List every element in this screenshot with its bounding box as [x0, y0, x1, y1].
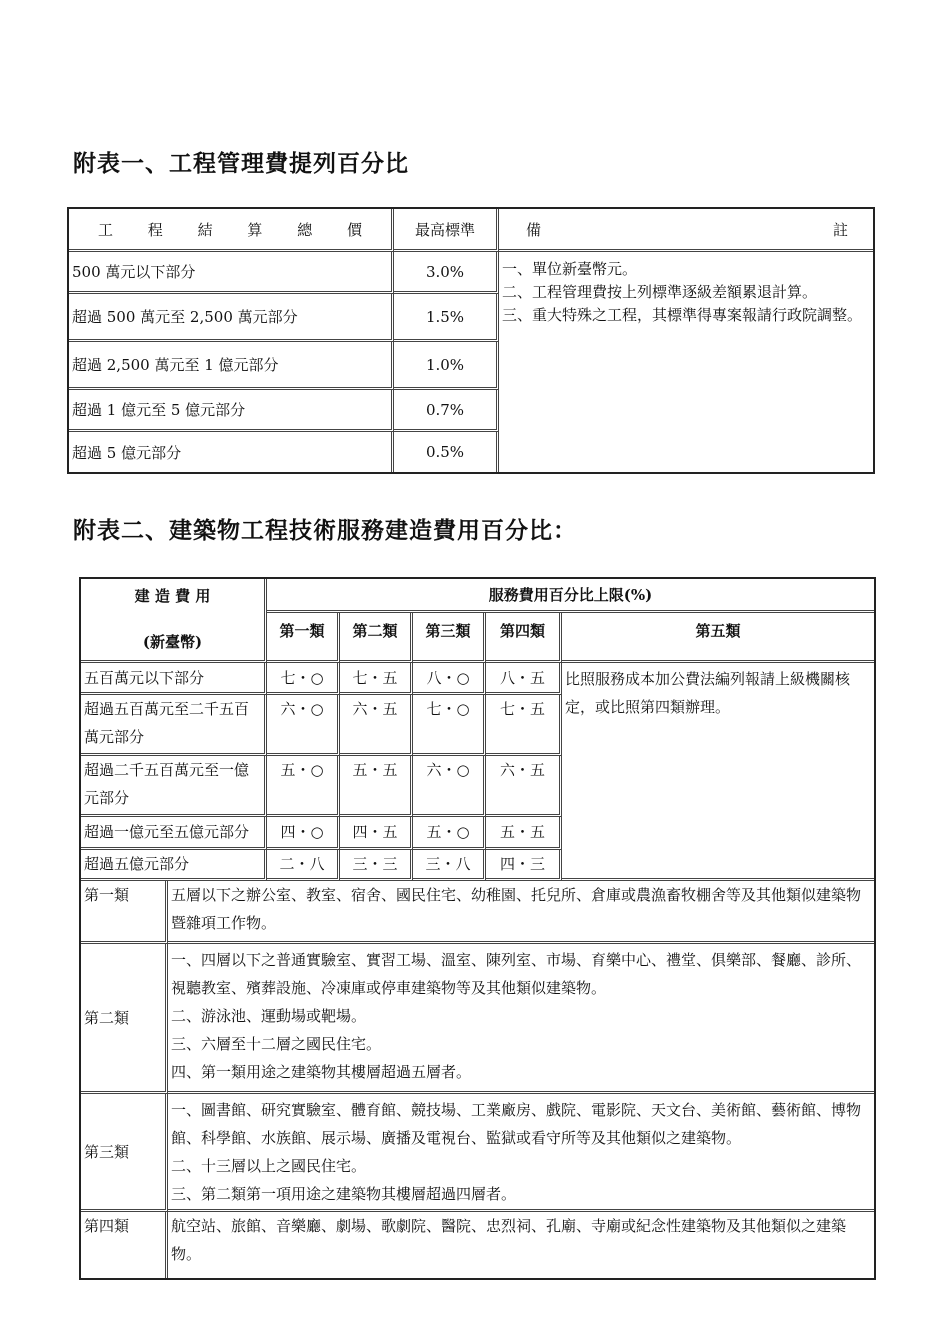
cost-range: 超過二千五百萬元至一億元部分	[81, 756, 267, 817]
rate-cat2: 四・五	[340, 817, 413, 850]
cost-range: 超過五百萬元至二千五百萬元部分	[81, 695, 267, 756]
header-construction-cost	[81, 579, 267, 663]
category-description	[168, 1212, 874, 1278]
header-category-4: 第四類	[486, 613, 562, 663]
rate-cat3: 三・八	[413, 850, 486, 881]
cost-range: 超過 2,500 萬元至 1 億元部分	[69, 342, 394, 390]
header-notes	[499, 209, 873, 252]
cost-range: 超過 5 億元部分	[69, 432, 394, 472]
description-line: 航空站、旅館、音樂廳、劇場、歌劇院、醫院、忠烈祠、孔廟、寺廟或紀念性建築物及其他類似之建築物。	[171, 1217, 847, 1263]
cost-unit: (新臺幣)	[142, 633, 203, 651]
rate-cat1: 七・○	[267, 663, 340, 695]
header-char: 註	[832, 220, 848, 239]
rate-value: 1.5%	[394, 294, 499, 342]
category-description	[168, 881, 874, 944]
service-fee-table	[79, 577, 876, 1280]
header-category-1: 第一類	[267, 613, 340, 663]
header-char: 價	[346, 220, 362, 239]
table1-header-row	[69, 209, 873, 252]
rate-value: 1.0%	[394, 342, 499, 390]
category-label: 第四類	[81, 1212, 168, 1278]
note-line: 二、工程管理費按上列標準逐級差額累退計算。	[502, 283, 818, 301]
rate-cat3: 七・○	[413, 695, 486, 756]
rate-cat4: 四・三	[486, 850, 562, 881]
cost-range: 500 萬元以下部分	[69, 252, 394, 294]
description-line: 三、六層至十二層之國民住宅。	[171, 1035, 382, 1053]
rate-value: 0.5%	[394, 432, 499, 472]
definition-row	[81, 1094, 874, 1212]
category-description	[168, 1094, 874, 1212]
rate-cat1: 二・八	[267, 850, 340, 881]
description-line: 二、游泳池、運動場或靶場。	[171, 1007, 367, 1025]
notes-cell	[499, 252, 873, 472]
rate-value: 3.0%	[394, 252, 499, 294]
cost-range: 超過 500 萬元至 2,500 萬元部分	[69, 294, 394, 342]
category-label: 第二類	[81, 944, 168, 1094]
cost-range: 超過五億元部分	[81, 850, 267, 881]
rate-cat2: 三・三	[340, 850, 413, 881]
rate-cat2: 七・五	[340, 663, 413, 695]
table-row	[81, 663, 874, 695]
rate-cat4: 五・五	[486, 817, 562, 850]
description-line: 一、圖書館、研究實驗室、體育館、競技場、工業廠房、戲院、電影院、天文台、美術館、藝術館、博物館、科學館、水族館、展示場、廣播及電視台、監獄或看守所等及其他類似之建築物。	[171, 1101, 862, 1147]
rate-cat3: 五・○	[413, 817, 486, 850]
header-char: 算	[247, 220, 263, 239]
category-description	[168, 944, 874, 1094]
header-category-5: 第五類	[562, 613, 874, 663]
definition-row	[81, 1212, 874, 1278]
description-line: 一、四層以下之普通實驗室、實習工場、溫室、陳列室、市場、育樂中心、禮堂、俱樂部、餐廳、診所、視聽教室、殯葬設施、冷凍庫或停車建築物等及其他類似建築物。	[171, 951, 862, 997]
header-char: 備	[526, 220, 542, 239]
rate-cat3: 六・○	[413, 756, 486, 817]
header-category-2: 第二類	[340, 613, 413, 663]
table2-title: 附表二、建築物工程技術服務建造費用百分比：	[73, 517, 577, 544]
header-max-standard: 最高標準	[394, 209, 499, 252]
header-char: 總	[297, 220, 313, 239]
cost-range: 超過 1 億元至 5 億元部分	[69, 390, 394, 432]
rate-cat1: 四・○	[267, 817, 340, 850]
description-line: 五層以下之辦公室、教室、宿舍、國民住宅、幼稚園、托兒所、倉庫或農漁畜牧棚舍等及其他類似建築物暨雜項工作物。	[171, 886, 862, 932]
management-fee-table	[67, 207, 875, 474]
header-char: 結	[197, 220, 213, 239]
header-char: 工	[98, 220, 114, 239]
description-line: 二、十三層以上之國民住宅。	[171, 1157, 367, 1175]
cost-label: 建 造 費 用	[134, 587, 211, 605]
cost-range: 超過一億元至五億元部分	[81, 817, 267, 850]
description-line: 三、第二類第一項用途之建築物其樓層超過四層者。	[171, 1185, 517, 1203]
header-service-fee: 服務費用百分比上限(%)	[267, 579, 874, 613]
category-label: 第三類	[81, 1094, 168, 1212]
description-line: 四、第一類用途之建築物其樓層超過五層者。	[171, 1063, 472, 1081]
rate-cat2: 五・五	[340, 756, 413, 817]
header-total-cost	[69, 209, 394, 252]
rate-cat4: 七・五	[486, 695, 562, 756]
header-char: 程	[147, 220, 163, 239]
rate-cat4: 八・五	[486, 663, 562, 695]
rate-cat1: 五・○	[267, 756, 340, 817]
category-label: 第一類	[81, 881, 168, 944]
table1-title: 附表一、工程管理費提列百分比	[73, 150, 409, 177]
rate-cat4: 六・五	[486, 756, 562, 817]
rate-value: 0.7%	[394, 390, 499, 432]
rate-cat3: 八・○	[413, 663, 486, 695]
header-category-3: 第三類	[413, 613, 486, 663]
table2-header-row	[81, 579, 874, 613]
rate-cat2: 六・五	[340, 695, 413, 756]
cost-range: 五百萬元以下部分	[81, 663, 267, 695]
fifth-category-note: 比照服務成本加公費法編列報請上級機關核定，或比照第四類辦理。	[562, 663, 874, 881]
definition-row	[81, 944, 874, 1094]
definition-row	[81, 881, 874, 944]
note-line: 三、重大特殊之工程，其標準得專案報請行政院調整。	[502, 306, 863, 324]
rate-cat1: 六・○	[267, 695, 340, 756]
table-row	[69, 252, 873, 294]
note-line: 一、單位新臺幣元。	[502, 260, 638, 278]
